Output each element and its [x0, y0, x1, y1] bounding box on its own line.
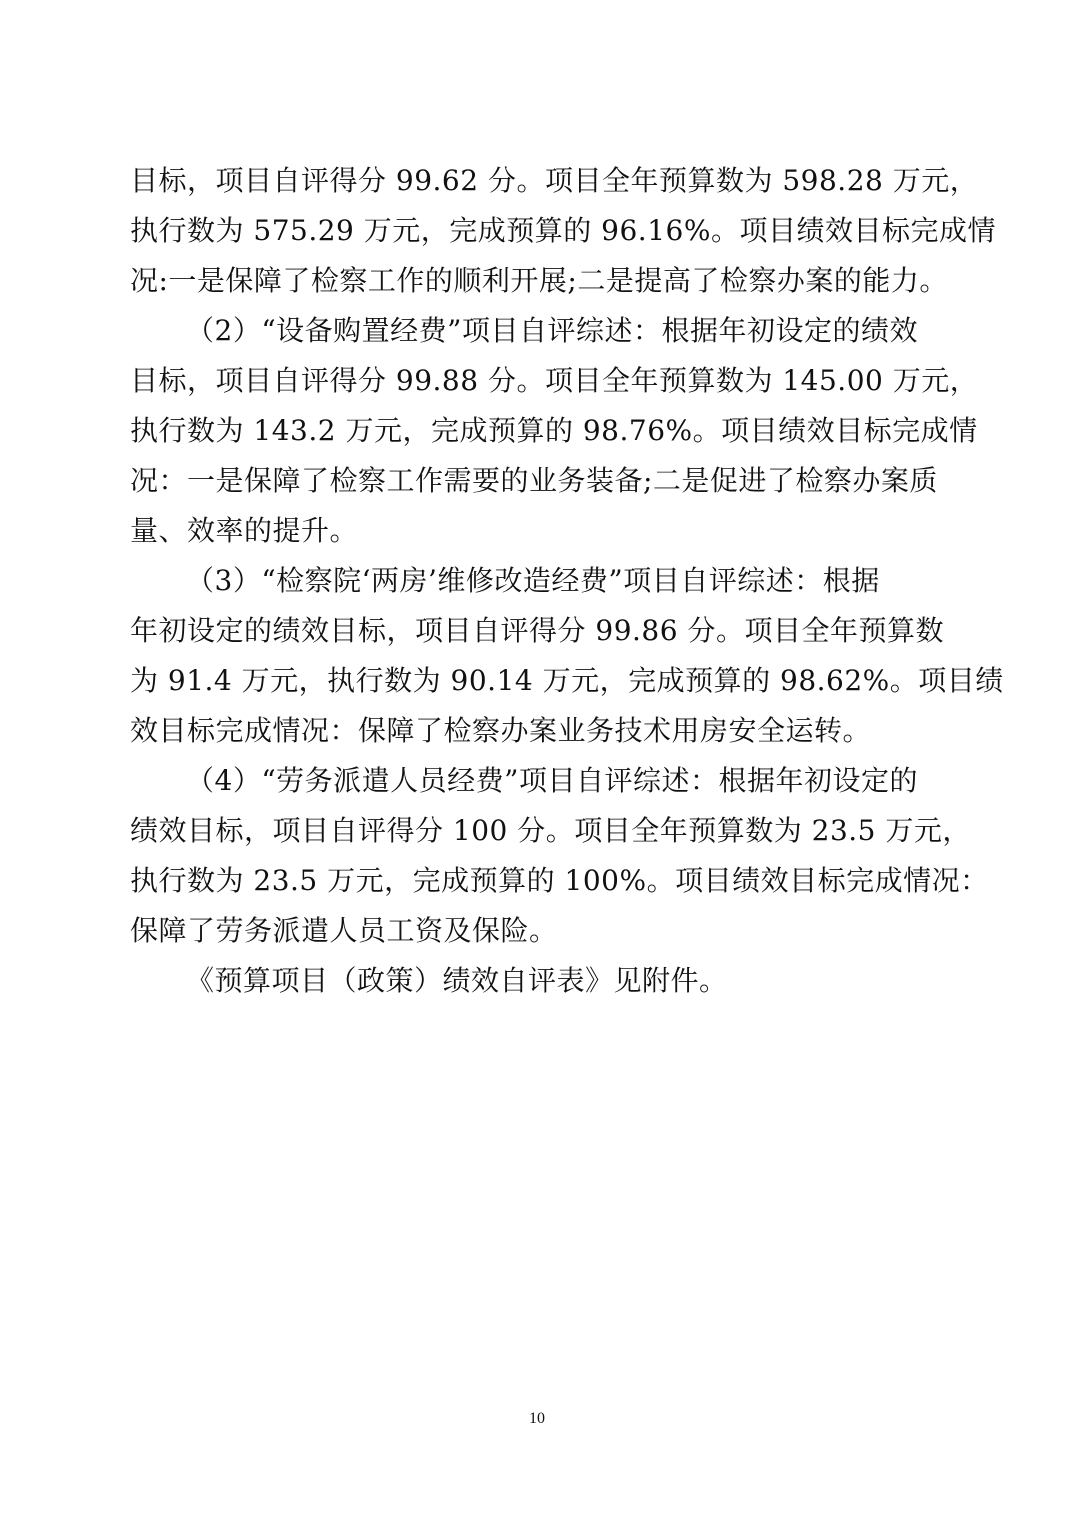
text-line: 年初设定的绩效目标，项目自评得分 99.86 分。项目全年预算数 [130, 614, 944, 647]
text-line: 绩效目标，项目自评得分 100 分。项目全年预算数为 23.5 万元， [130, 814, 971, 847]
text-line: 目标，项目自评得分 99.88 分。项目全年预算数为 145.00 万元， [130, 364, 979, 397]
text-line: 况：一是保障了检察工作需要的业务装备;二是促进了检察办案质 [130, 464, 938, 497]
text-line: 目标，项目自评得分 99.62 分。项目全年预算数为 598.28 万元， [130, 164, 979, 197]
paragraph-start-line: （3）“检察院‘两房’维修改造经费”项目自评综述：根据 [186, 564, 880, 597]
text-line: 为 91.4 万元，执行数为 90.14 万元，完成预算的 98.62%。项目绩 [130, 664, 1004, 697]
paragraph-start-line: 《预算项目（政策）绩效自评表》见附件。 [186, 964, 728, 997]
paragraph-start-line: （2）“设备购置经费”项目自评综述：根据年初设定的绩效 [186, 314, 918, 347]
paragraph-start-line: （4）“劳务派遣人员经费”项目自评综述：根据年初设定的 [186, 764, 918, 797]
text-line: 保障了劳务派遣人员工资及保险。 [130, 914, 558, 947]
text-line: 效目标完成情况：保障了检察办案业务技术用房安全运转。 [130, 714, 872, 747]
document-body [130, 156, 1004, 1006]
text-line: 量、效率的提升。 [130, 514, 359, 547]
text-line: 执行数为 143.2 万元，完成预算的 98.76%。项目绩效目标完成情 [130, 414, 978, 447]
text-line: 况:一是保障了检察工作的顺利开展;二是提高了检察办案的能力。 [130, 264, 948, 297]
text-line: 执行数为 23.5 万元，完成预算的 100%。项目绩效目标完成情况： [130, 864, 989, 897]
page-number: 10 [529, 1410, 545, 1427]
text-line: 执行数为 575.29 万元，完成预算的 96.16%。项目绩效目标完成情 [130, 214, 996, 247]
